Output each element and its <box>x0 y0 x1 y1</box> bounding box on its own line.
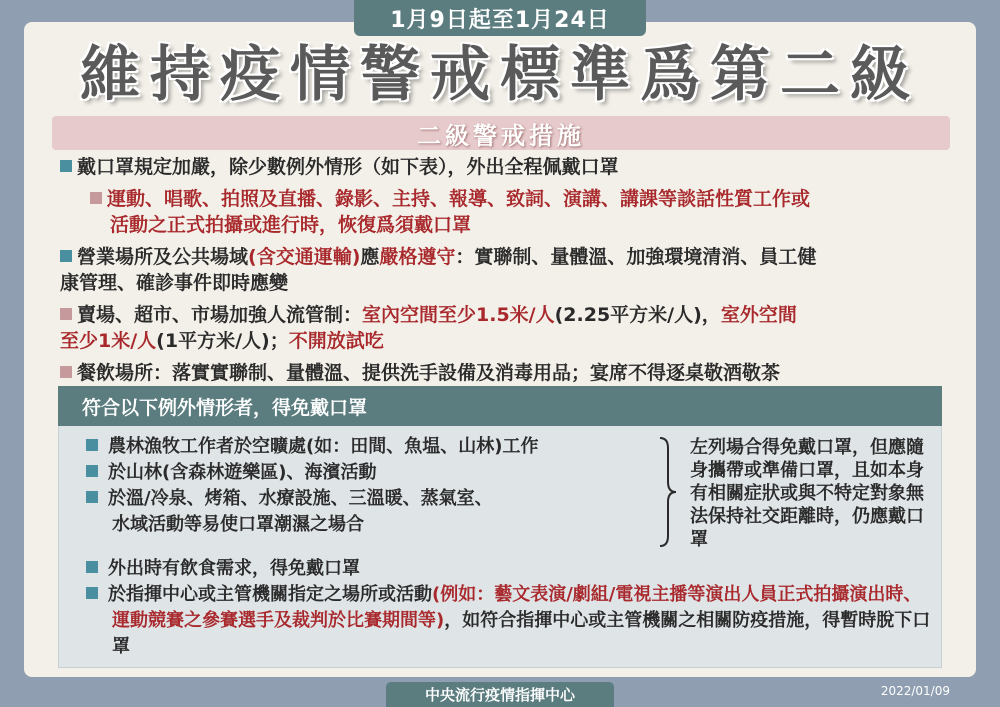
footer-org: 中央流行疫情指揮中心 <box>386 682 614 707</box>
exceptions-note: 左列場合得免戴口罩，但應隨身攜帶或準備口罩，且如本身有相關症狀或與不特定對象無法保持社交距離時，仍應戴口罩 <box>690 437 924 550</box>
square-bullet-icon <box>60 366 72 378</box>
square-bullet-icon <box>86 561 98 573</box>
measure-business: 營業場所及公共場域(含交通運輸)應嚴格遵守：實聯制、量體溫、加強環境清消、員工健 康管理、確診事件即時應變 <box>60 246 817 294</box>
exception-wet-venues: 於溫/冷泉、烤箱、水療設施、三溫暖、蒸氣室、 水域活動等易使口罩潮濕之場合 <box>86 486 646 538</box>
measure-mask: 戴口罩規定加嚴，除少數例外情形（如下表），外出全程佩戴口罩 <box>60 154 940 180</box>
square-bullet-icon <box>60 250 72 262</box>
section-heading-text: 二級警戒措施 <box>417 121 585 150</box>
page-title: 維持疫情警戒標準爲第二級 <box>80 40 920 110</box>
exception-eating: 外出時有飲食需求，得免戴口罩 <box>86 556 936 582</box>
square-bullet-icon <box>86 439 98 451</box>
brace-icon <box>658 436 678 548</box>
measure-dining: 餐飲場所：落實實聯制、量體溫、提供洗手設備及消毒用品；宴席不得逐桌敬酒敬茶 <box>60 360 940 386</box>
square-bullet-icon <box>60 308 72 320</box>
exception-outdoors: 於山林(含森林遊樂區)、海濱活動 <box>86 460 646 486</box>
exceptions-list-2 <box>86 556 936 660</box>
exceptions-list <box>86 434 646 538</box>
square-bullet-icon <box>86 587 98 599</box>
square-bullet-icon <box>86 465 98 477</box>
measure-market: 賣場、超市、市場加強人流管制：室內空間至少1.5米/人(2.25平方米/人)，室外空間 至少1米/人(1平方米/人)；不開放試吃 <box>60 304 797 352</box>
exception-farming: 農林漁牧工作者於空曠處(如：田間、魚塭、山林)工作 <box>86 434 646 460</box>
footer-date: 2022/01/09 <box>880 684 950 698</box>
exceptions-heading: 符合以下例外情形者，得免戴口罩 <box>58 386 942 426</box>
square-bullet-icon <box>86 491 98 503</box>
exception-designated: 於指揮中心或主管機關指定之場所或活動(例如：藝文表演/劇組/電視主播等演出人員正式拍攝演出時、運動競賽之參賽選手及裁判於比賽期間等)，如符合指揮中心或主管機關之相關防疫措施，得暫時脫下口罩 <box>86 582 936 660</box>
measure-mask-sub: 運動、唱歌、拍照及直播、錄影、主持、報導、致詞、演講、講課等談話性質工作或 活動之正式拍攝或進行時，恢復爲須戴口罩 <box>60 186 940 238</box>
square-bullet-icon <box>60 160 72 172</box>
square-bullet-icon <box>90 192 102 204</box>
section-heading <box>52 116 950 150</box>
measures-list <box>60 154 940 392</box>
date-range-badge: 1月9日起至1月24日 <box>354 0 646 36</box>
